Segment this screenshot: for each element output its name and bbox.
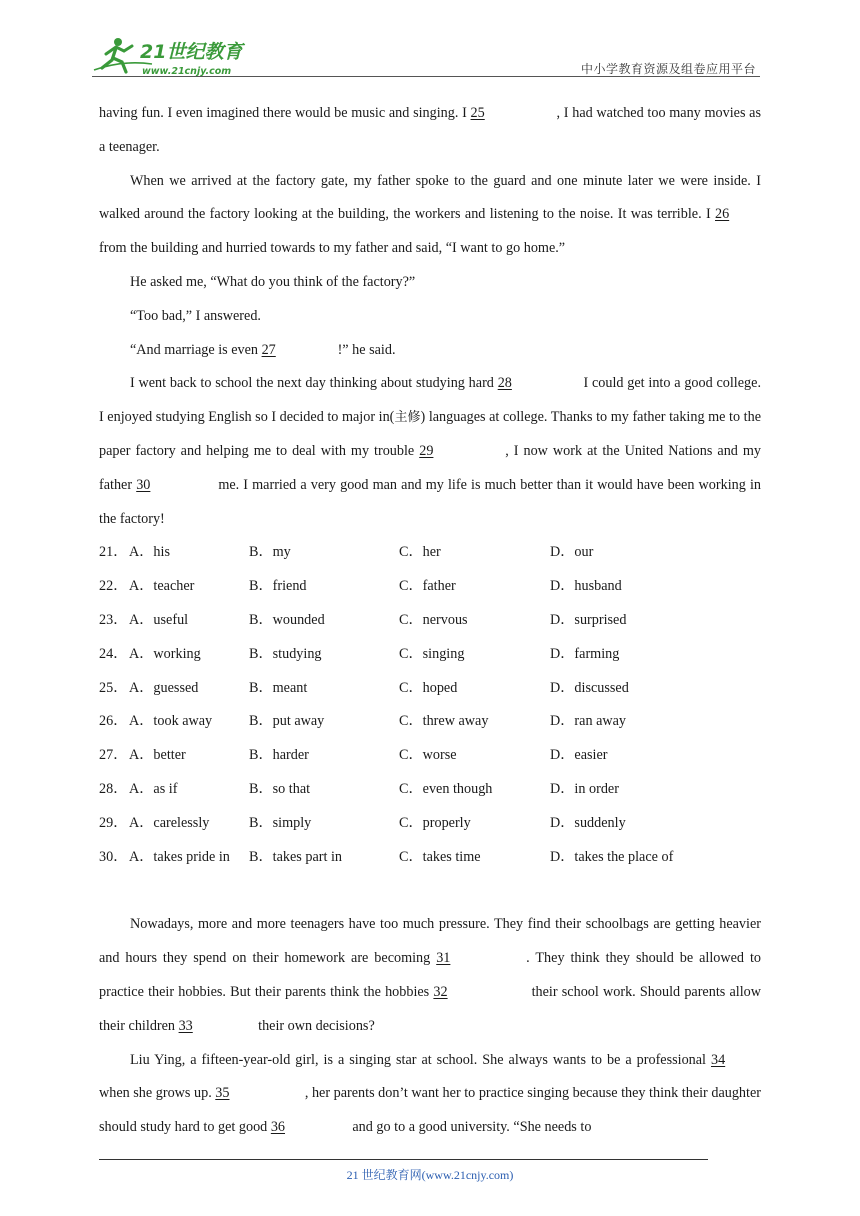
- question-number: 25．: [99, 679, 128, 696]
- option-b: B．my: [249, 544, 291, 561]
- option-d: D．suddenly: [550, 814, 626, 831]
- text: , I had watched too many movies as a teenager.: [99, 105, 761, 155]
- footer-text: 21 世纪教育网(www.21cnjy.com): [346, 1168, 514, 1182]
- text: ) languages at college. Thanks to my father taking me to the paper factory and helping me to deal with my trouble: [99, 409, 761, 459]
- text: When we arrived at the factory gate, my father spoke to the guard and one minute later we were inside. I walked around the factory looking at the building, the workers and listening to the noise. It was terrible. I: [99, 172, 761, 223]
- option-a: A．working: [129, 645, 201, 662]
- paragraph-7: [99, 908, 761, 1043]
- option-a: A．takes pride in: [129, 848, 230, 865]
- options-list: [99, 536, 761, 874]
- question-number: 30．: [99, 848, 128, 865]
- blank-29: 29: [419, 442, 434, 459]
- blank-35: 35: [215, 1085, 230, 1102]
- option-b: B．wounded: [249, 611, 325, 628]
- paragraph-5: [99, 334, 761, 368]
- option-a: A．carelessly: [129, 814, 210, 831]
- option-c: C．her: [399, 544, 441, 561]
- option-d: D．discussed: [550, 679, 629, 696]
- blank-32: 32: [433, 983, 448, 1000]
- blank-26: 26: [715, 206, 730, 223]
- option-a: A．took away: [129, 713, 213, 730]
- blank-31: 31: [436, 950, 451, 967]
- text: having fun. I even imagined there would be music and singing. I: [99, 105, 471, 121]
- section-gap: [99, 874, 761, 908]
- paragraph-4: “Too bad,” I answered.: [130, 307, 261, 324]
- question-number: 27．: [99, 747, 128, 764]
- paragraph-6: [99, 367, 761, 536]
- option-a: A．better: [129, 747, 186, 764]
- option-b: B．meant: [249, 679, 308, 696]
- option-d: D．farming: [550, 645, 620, 662]
- question-number: 21．: [99, 544, 128, 561]
- option-row: [99, 638, 761, 672]
- blank-36: 36: [270, 1119, 286, 1136]
- option-a: A．his: [129, 544, 170, 561]
- option-row: [99, 807, 761, 841]
- text: !” he said.: [337, 341, 396, 358]
- text: I could get into a good college. I enjoyed studying English so I decided to major in(: [99, 375, 761, 426]
- text: their school work. Should parents allow their children: [99, 983, 761, 1034]
- cjk-gloss: 主修: [394, 410, 421, 426]
- option-d: D．in order: [550, 780, 619, 797]
- svg-text:21世纪教育: 21世纪教育: [140, 41, 243, 63]
- page-header: [92, 30, 760, 78]
- option-c: C．takes time: [399, 848, 481, 865]
- option-a: A．guessed: [129, 679, 199, 696]
- question-number: 22．: [99, 578, 128, 595]
- option-b: B．put away: [249, 713, 325, 730]
- question-number: 24．: [99, 645, 128, 662]
- footer-divider: [99, 1159, 708, 1160]
- option-row: [99, 570, 761, 604]
- option-row: [99, 604, 761, 638]
- text: when she grows up.: [99, 1085, 216, 1102]
- text: Nowadays, more and more teenagers have too much pressure. They find their schoolbags are getting heavier and hours they spend on their homework are becoming: [99, 916, 761, 967]
- text: , I now work at the United Nations and my father: [99, 442, 762, 493]
- text: I went back to school the next day thinking about studying hard: [130, 375, 498, 392]
- option-a: A．teacher: [129, 578, 195, 595]
- option-row: [99, 841, 761, 875]
- option-row: [99, 705, 761, 739]
- blank-33: 33: [178, 1017, 193, 1034]
- text: . They think they should be allowed to practice their hobbies. But their parents think the hobbies: [99, 950, 761, 1000]
- option-c: C．even though: [399, 780, 493, 797]
- text: and go to a good university. “She needs to: [348, 1119, 592, 1136]
- option-d: D．ran away: [550, 713, 627, 730]
- question-number: 29．: [99, 814, 128, 831]
- option-c: C．threw away: [399, 713, 489, 730]
- header-divider: [92, 76, 760, 77]
- option-d: D．easier: [550, 747, 608, 764]
- paragraph-1: [99, 97, 761, 165]
- option-d: D．surprised: [550, 611, 627, 628]
- text: me. I married a very good man and my life is much better than it would have been working in the factory!: [99, 476, 761, 527]
- option-c: C．worse: [399, 747, 457, 764]
- option-b: B．simply: [249, 814, 312, 831]
- text: “And marriage is even: [130, 341, 262, 358]
- text: their own decisions?: [254, 1017, 375, 1034]
- option-row: [99, 739, 761, 773]
- blank-28: 28: [497, 375, 512, 392]
- option-d: D．takes the place of: [550, 848, 674, 865]
- option-a: A．as if: [129, 780, 178, 797]
- blank-30: 30: [136, 476, 151, 493]
- option-d: D．husband: [550, 578, 622, 595]
- option-d: D．our: [550, 544, 594, 561]
- text: Liu Ying, a fifteen-year-old girl, is a singing star at school. She always wants to be a professional: [130, 1051, 711, 1068]
- blank-25: 25: [470, 105, 485, 121]
- option-c: C．nervous: [399, 611, 468, 628]
- question-number: 28．: [99, 780, 128, 797]
- option-row: [99, 536, 761, 570]
- svg-text:www.21cnjy.com: www.21cnjy.com: [142, 66, 232, 77]
- text: from the building and hurried towards to my father and said, “I want to go home.”: [99, 240, 566, 257]
- question-number: 26．: [99, 713, 128, 730]
- option-b: B．studying: [249, 645, 322, 662]
- question-number: 23．: [99, 611, 128, 628]
- blank-34: 34: [711, 1051, 726, 1068]
- option-c: C．father: [399, 578, 456, 595]
- option-b: B．takes part in: [249, 848, 342, 865]
- option-a: A．useful: [129, 611, 189, 628]
- blank-27: 27: [261, 341, 276, 358]
- paragraph-3: He asked me, “What do you think of the factory?”: [130, 273, 416, 290]
- header-platform-text: 中小学教育资源及组卷应用平台: [580, 62, 756, 76]
- option-c: C．singing: [399, 645, 465, 662]
- option-c: C．properly: [399, 814, 471, 831]
- text: , her parents don’t want her to practice singing because they think their daughter should study hard to get good: [99, 1085, 761, 1136]
- page-content: [99, 97, 761, 1145]
- option-b: B．harder: [249, 747, 309, 764]
- option-b: B．so that: [249, 780, 311, 797]
- option-row: [99, 773, 761, 807]
- option-c: C．hoped: [399, 679, 458, 696]
- option-row: [99, 672, 761, 706]
- paragraph-8: [99, 1044, 761, 1145]
- paragraph-2: [99, 165, 761, 266]
- option-b: B．friend: [249, 578, 307, 595]
- logo-21cnjy-icon: [92, 34, 262, 78]
